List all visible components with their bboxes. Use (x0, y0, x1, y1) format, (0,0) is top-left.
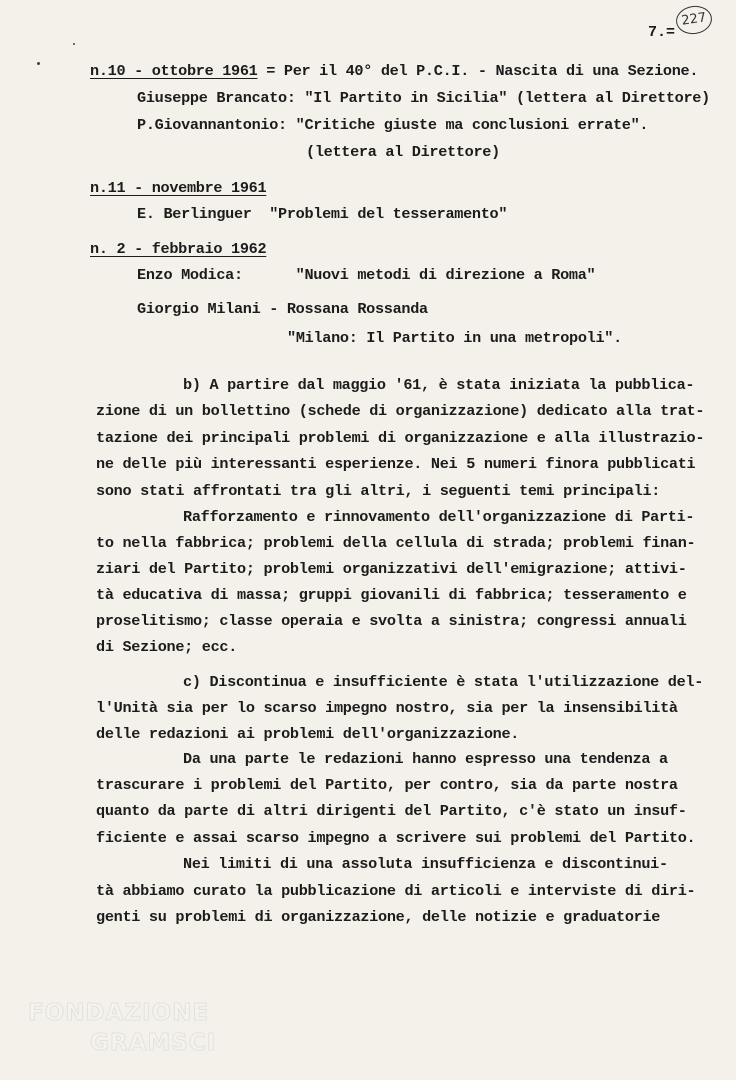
text-line: P.Giovannantonio: "Critiche giuste ma conclusioni errate". (137, 116, 649, 134)
text-line: Nei limiti di una assoluta insufficienza e discontinui- (183, 855, 668, 873)
issue-heading: n. 2 - febbraio 1962 (90, 240, 267, 258)
text-line: c) Discontinua e insufficiente è stata l'utilizzazione del- (183, 673, 704, 691)
text-line: Giuseppe Brancato: "Il Partito in Sicilia" (lettera al Direttore) (137, 89, 710, 107)
text-line: Giorgio Milani - Rossana Rossanda (137, 300, 428, 318)
text-line: Rafforzamento e rinnovamento dell'organizzazione di Parti- (183, 508, 695, 526)
issue-heading: n.11 - novembre 1961 (90, 179, 267, 197)
fondazione-gramsci-watermark (28, 1000, 218, 1070)
text-line: genti su problemi di organizzazione, delle notizie e graduatorie (96, 908, 661, 926)
text-line: sono stati affrontati tra gli altri, i seguenti temi principali: (96, 482, 661, 500)
watermark-line-2: GRAMSCI (90, 1030, 217, 1056)
text-line: tazione dei principali problemi di organizzazione e alla illustrazio- (96, 429, 705, 447)
text-line: b) A partire dal maggio '61, è stata iniziata la pubblica- (183, 376, 695, 394)
text-line: Da una parte le redazioni hanno espresso una tendenza a (183, 750, 668, 768)
paper-mark (73, 43, 75, 45)
text-line: quanto da parte di altri dirigenti del Partito, c'è stato un insuf- (96, 802, 687, 820)
text-line: ziari del Partito; problemi organizzativi dell'emigrazione; attivi- (96, 560, 687, 578)
text-line: di Sezione; ecc. (96, 638, 238, 656)
text-line (90, 240, 266, 258)
text-line: tà educativa di massa; gruppi giovanili di fabbrica; tesseramento e (96, 586, 687, 604)
watermark-line-1: FONDAZIONE (28, 1000, 210, 1026)
issue-heading: n.10 - ottobre 1961 (90, 62, 258, 80)
text-line (90, 179, 266, 197)
text-line: E. Berlinguer "Problemi del tesseramento" (137, 205, 508, 223)
text-line: to nella fabbrica; problemi della cellula di strada; problemi finan- (96, 534, 696, 552)
paper-mark (37, 62, 40, 65)
text-line: Enzo Modica: "Nuovi metodi di direzione a Roma" (137, 266, 596, 284)
text-line: tà abbiamo curato la pubblicazione di articoli e interviste di diri- (96, 882, 696, 900)
text-line: (lettera al Direttore) (306, 143, 500, 161)
text-line: delle redazioni ai problemi dell'organizzazione. (96, 725, 520, 743)
text-line: ficiente e assai scarso impegno a scrivere sui problemi del Partito. (96, 829, 696, 847)
text-line: zione di un bollettino (schede di organizzazione) dedicato alla trat- (96, 402, 705, 420)
text-line: proselitismo; classe operaia e svolta a sinistra; congressi annuali (96, 612, 687, 630)
text-line: trascurare i problemi del Partito, per contro, sia da parte nostra (96, 776, 678, 794)
archive-number-stamp: 227 (674, 4, 714, 37)
text-line: l'Unità sia per lo scarso impegno nostro, sia per la insensibilità (96, 699, 678, 717)
line-text: = Per il 40° del P.C.I. - Nascita di una Sezione. (257, 62, 699, 80)
text-line: ne delle più interessanti esperienze. Nei 5 numeri finora pubblicati (96, 455, 696, 473)
text-line (90, 62, 698, 80)
page-number: 7.= (648, 24, 676, 41)
text-line: "Milano: Il Partito in una metropoli". (287, 329, 622, 347)
